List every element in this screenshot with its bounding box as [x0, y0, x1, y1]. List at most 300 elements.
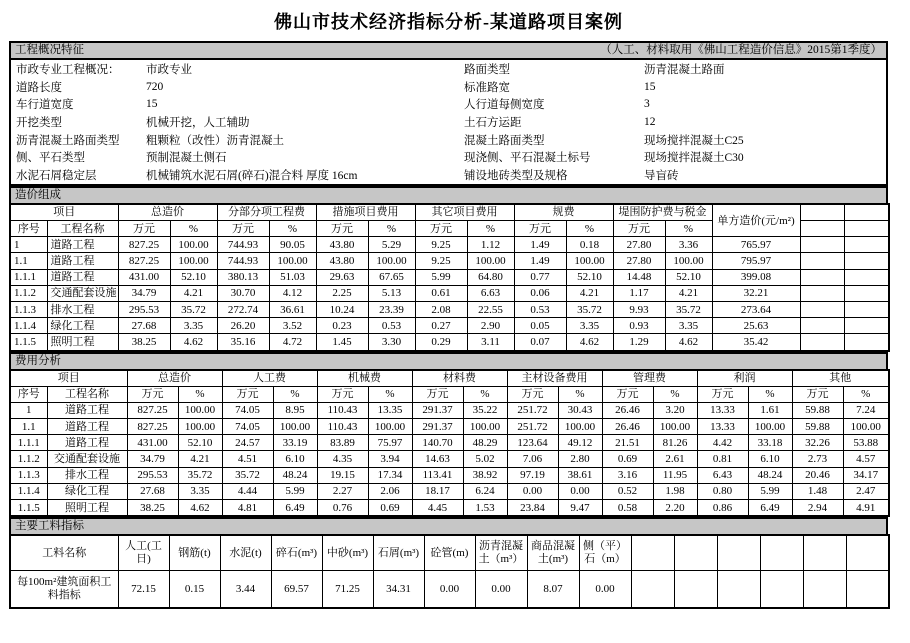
cell: 25.63 [712, 318, 800, 334]
cell: 4.21 [566, 285, 613, 301]
overview-value: 15 [644, 80, 656, 93]
overview-value: 现场搅拌混凝土C25 [644, 134, 744, 147]
cell: 2.25 [316, 285, 368, 301]
page-title: 佛山市技术经济指标分析-某道路项目案例 [274, 12, 623, 32]
cell [803, 571, 846, 609]
cell: 4.91 [843, 500, 889, 517]
cell: 49.12 [558, 435, 602, 451]
cell: 27.68 [127, 483, 178, 499]
cell: 0.69 [368, 500, 412, 517]
header-amount: 万元 [415, 221, 467, 237]
cell: 100.00 [843, 419, 889, 435]
cell: 36.61 [269, 301, 316, 317]
cell: 7.06 [507, 451, 558, 467]
table-row [10, 269, 889, 285]
cell: 38.61 [558, 467, 602, 483]
cell: 排水工程 [47, 301, 118, 317]
cell: 100.00 [273, 419, 317, 435]
header-name: 工程名称 [47, 386, 127, 402]
cell: 110.43 [317, 402, 368, 418]
cell: 30.70 [217, 285, 269, 301]
cell: 6.43 [697, 467, 748, 483]
cell [800, 253, 844, 269]
cell: 27.80 [613, 237, 665, 253]
header-empty [803, 535, 846, 571]
cell: 10.24 [316, 301, 368, 317]
header-amount: 万元 [222, 386, 273, 402]
cell: 827.25 [127, 419, 178, 435]
cell: 交通配套设施 [47, 451, 127, 467]
cell: 0.00 [558, 483, 602, 499]
cell [674, 571, 717, 609]
header-pct: % [566, 221, 613, 237]
cell: 11.95 [653, 467, 697, 483]
cell: 4.72 [269, 334, 316, 351]
cell: 100.00 [178, 419, 222, 435]
cell: 48.24 [748, 467, 792, 483]
table-row [10, 334, 889, 351]
cell: 1.1.2 [10, 451, 47, 467]
cell: 4.21 [665, 285, 712, 301]
cell: 1.1.3 [10, 467, 47, 483]
cell: 81.26 [653, 435, 697, 451]
cell: 1.29 [613, 334, 665, 351]
cell: 0.00 [475, 571, 527, 609]
cell: 0.77 [514, 269, 566, 285]
overview-value: 沥青混凝土路面 [644, 63, 725, 76]
cell: 67.65 [368, 269, 415, 285]
header-pct: % [665, 221, 712, 237]
cell: 399.08 [712, 269, 800, 285]
cell: 27.80 [613, 253, 665, 269]
cell: 1.45 [316, 334, 368, 351]
cell: 17.34 [368, 467, 412, 483]
header-dike-tax: 堤围防护费与税金 [613, 204, 712, 221]
cell: 2.61 [653, 451, 697, 467]
header-pct: % [843, 386, 889, 402]
header-pct: % [748, 386, 792, 402]
cell: 绿化工程 [47, 318, 118, 334]
cell: 827.25 [118, 237, 170, 253]
cell [846, 571, 889, 609]
cell: 4.42 [697, 435, 748, 451]
cell: 110.43 [317, 419, 368, 435]
header-empty [846, 535, 889, 571]
overview-value: 3 [644, 98, 650, 111]
cell: 4.57 [843, 451, 889, 467]
cell: 3.35 [170, 318, 217, 334]
cell: 0.86 [697, 500, 748, 517]
cell: 0.61 [415, 285, 467, 301]
cell: 2.80 [558, 451, 602, 467]
cell: 64.80 [467, 269, 514, 285]
materials-section-bar [9, 517, 888, 534]
cell [800, 285, 844, 301]
header-total-cost: 总造价 [127, 370, 222, 387]
cell [631, 571, 674, 609]
cost-analysis-header [10, 370, 889, 403]
overview-row [11, 166, 886, 184]
cell: 4.12 [269, 285, 316, 301]
cell: 33.19 [273, 435, 317, 451]
cell: 0.80 [697, 483, 748, 499]
cell: 每100m²建筑面积工料指标 [10, 571, 118, 609]
cell: 2.06 [368, 483, 412, 499]
cell: 52.10 [665, 269, 712, 285]
overview-note: （人工、材料取用《佛山工程造价信息》2015第1季度） [600, 44, 882, 56]
cell: 431.00 [127, 435, 178, 451]
cell: 35.72 [222, 467, 273, 483]
overview-value: 机械铺筑水泥石屑(碎石)混合料 厚度 16cm [146, 169, 358, 182]
table-row [10, 402, 889, 418]
cell: 排水工程 [47, 467, 127, 483]
header-measure-fee: 措施项目费用 [316, 204, 415, 221]
cell: 照明工程 [47, 500, 127, 517]
cell: 2.20 [653, 500, 697, 517]
overview-row [11, 148, 886, 166]
cell: 83.89 [317, 435, 368, 451]
cell: 0.58 [602, 500, 653, 517]
cell: 273.64 [712, 301, 800, 317]
cell: 291.37 [412, 419, 463, 435]
header-pct: % [269, 221, 316, 237]
cell: 48.29 [463, 435, 507, 451]
cell [800, 237, 844, 253]
cell: 1.1.4 [10, 483, 47, 499]
cell: 18.17 [412, 483, 463, 499]
cell: 5.99 [748, 483, 792, 499]
materials-header [10, 535, 889, 571]
cell: 1.49 [514, 237, 566, 253]
overview-label: 路面类型 [464, 63, 510, 76]
cell: 35.72 [170, 301, 217, 317]
table-row [10, 451, 889, 467]
cell [800, 301, 844, 317]
cell: 4.81 [222, 500, 273, 517]
overview-row [11, 78, 886, 96]
header-labor-fee: 人工费 [222, 370, 317, 387]
materials-body [10, 571, 889, 609]
cell: 5.02 [463, 451, 507, 467]
cell: 100.00 [170, 253, 217, 269]
cell: 34.79 [127, 451, 178, 467]
cell: 380.13 [217, 269, 269, 285]
cell: 1.17 [613, 285, 665, 301]
page [9, 0, 888, 609]
cell: 0.00 [424, 571, 475, 609]
cell: 26.46 [602, 402, 653, 418]
cell: 59.88 [792, 402, 843, 418]
cell: 251.72 [507, 419, 558, 435]
cost-composition-header [10, 204, 889, 237]
cell [800, 334, 844, 351]
cell: 2.94 [792, 500, 843, 517]
cell: 43.80 [316, 253, 368, 269]
cell: 6.24 [463, 483, 507, 499]
header-pct: % [467, 221, 514, 237]
cell: 3.16 [602, 467, 653, 483]
cell: 1.1.4 [10, 318, 47, 334]
cell: 道路工程 [47, 269, 118, 285]
overview-value: 12 [644, 115, 656, 128]
header-empty [844, 221, 889, 237]
cell: 100.00 [269, 253, 316, 269]
cell: 1.1.5 [10, 500, 47, 517]
cost-analysis-body [10, 402, 889, 516]
header-empty [844, 204, 889, 221]
overview-value: 15 [146, 98, 158, 111]
header-pct: % [273, 386, 317, 402]
header-subitem-fee: 分部分项工程费 [217, 204, 316, 221]
cell: 100.00 [558, 419, 602, 435]
cell: 9.25 [415, 237, 467, 253]
cell: 251.72 [507, 402, 558, 418]
cell: 4.62 [170, 334, 217, 351]
cell: 13.33 [697, 402, 748, 418]
cell: 26.46 [602, 419, 653, 435]
cell [844, 269, 889, 285]
cell: 1.61 [748, 402, 792, 418]
cell: 35.72 [178, 467, 222, 483]
cell: 4.35 [317, 451, 368, 467]
header-pct: % [558, 386, 602, 402]
header-amount: 万元 [127, 386, 178, 402]
cell: 0.27 [415, 318, 467, 334]
cell: 4.51 [222, 451, 273, 467]
cell: 2.27 [317, 483, 368, 499]
cell: 1.1.5 [10, 334, 47, 351]
cell: 71.25 [322, 571, 373, 609]
cell: 4.62 [566, 334, 613, 351]
cell: 3.35 [178, 483, 222, 499]
cell: 1.98 [653, 483, 697, 499]
cell: 52.10 [178, 435, 222, 451]
cell: 5.29 [368, 237, 415, 253]
cell: 0.29 [415, 334, 467, 351]
cell: 795.97 [712, 253, 800, 269]
cell: 3.94 [368, 451, 412, 467]
header-empty [631, 535, 674, 571]
cell: 4.62 [178, 500, 222, 517]
cell: 30.43 [558, 402, 602, 418]
cell: 14.63 [412, 451, 463, 467]
cell: 绿化工程 [47, 483, 127, 499]
cell [800, 269, 844, 285]
overview-value: 机械开挖，人工辅助 [146, 116, 250, 129]
cell: 6.49 [273, 500, 317, 517]
header-pct: % [653, 386, 697, 402]
cell: 3.35 [566, 318, 613, 334]
cost-composition-section-title: 造价组成 [15, 188, 61, 201]
cell: 53.88 [843, 435, 889, 451]
header-material-fee: 材料费 [412, 370, 507, 387]
cell: 100.00 [170, 237, 217, 253]
cell: 21.51 [602, 435, 653, 451]
cell: 100.00 [463, 419, 507, 435]
overview-label: 水泥石屑稳定层 [16, 169, 97, 182]
overview-label: 侧、平石类型 [16, 152, 85, 165]
cell: 0.53 [368, 318, 415, 334]
header-empty [800, 204, 844, 221]
cell: 9.47 [558, 500, 602, 517]
cell: 4.21 [178, 451, 222, 467]
cell: 52.10 [566, 269, 613, 285]
table-row [10, 467, 889, 483]
overview-label: 现浇侧、平石混凝土标号 [464, 152, 591, 165]
header-amount: 万元 [317, 386, 368, 402]
cell: 295.53 [118, 301, 170, 317]
header-empty [717, 535, 760, 571]
cell: 2.90 [467, 318, 514, 334]
cell: 51.03 [269, 269, 316, 285]
header-sand: 中砂(m³) [322, 535, 373, 571]
cell: 0.18 [566, 237, 613, 253]
cell: 7.24 [843, 402, 889, 418]
overview-row [11, 113, 886, 131]
cell: 3.30 [368, 334, 415, 351]
cell: 291.37 [412, 402, 463, 418]
cell: 1.12 [467, 237, 514, 253]
header-profit: 利润 [697, 370, 792, 387]
cell: 3.20 [653, 402, 697, 418]
cell: 24.57 [222, 435, 273, 451]
cell: 90.05 [269, 237, 316, 253]
header-empty [760, 535, 803, 571]
overview-value: 市政专业 [146, 63, 192, 76]
cell: 74.05 [222, 402, 273, 418]
table-row [10, 571, 889, 609]
section-cost-analysis [9, 352, 888, 518]
cost-composition-table [9, 203, 890, 352]
cell: 1.1.1 [10, 269, 47, 285]
header-amount: 万元 [316, 221, 368, 237]
table-row [10, 419, 889, 435]
overview-label: 土石方运距 [464, 116, 522, 129]
cell: 13.35 [368, 402, 412, 418]
cell: 1.1.2 [10, 285, 47, 301]
overview-row [11, 131, 886, 149]
cell: 35.72 [665, 301, 712, 317]
cell: 48.24 [273, 467, 317, 483]
overview-label: 开挖类型 [16, 116, 62, 129]
overview-label: 市政专业工程概况： [16, 63, 120, 76]
cell: 34.17 [843, 467, 889, 483]
cell: 100.00 [467, 253, 514, 269]
cell: 0.15 [169, 571, 220, 609]
cell [844, 301, 889, 317]
cell: 1 [10, 402, 47, 418]
header-rebar: 钢筋(t) [169, 535, 220, 571]
overview-row [11, 95, 886, 113]
cell: 0.00 [579, 571, 631, 609]
cell: 1 [10, 237, 47, 253]
cell: 道路工程 [47, 402, 127, 418]
overview-value: 粗颗粒（改性）沥青混凝土 [146, 134, 284, 147]
header-cement: 水泥(t) [220, 535, 271, 571]
cell [717, 571, 760, 609]
cell: 38.25 [118, 334, 170, 351]
overview-value: 导盲砖 [644, 169, 679, 182]
cell: 9.25 [415, 253, 467, 269]
header-pct: % [463, 386, 507, 402]
cell: 0.23 [316, 318, 368, 334]
cell: 0.52 [602, 483, 653, 499]
header-seq: 序号 [10, 386, 47, 402]
header-management-fee: 管理费 [602, 370, 697, 387]
cell: 6.49 [748, 500, 792, 517]
cell: 34.31 [373, 571, 424, 609]
header-others: 其他 [792, 370, 889, 387]
cell: 0.69 [602, 451, 653, 467]
header-amount: 万元 [412, 386, 463, 402]
header-empty [800, 221, 844, 237]
cell: 35.72 [566, 301, 613, 317]
cell: 33.18 [748, 435, 792, 451]
cost-analysis-section-title: 费用分析 [15, 354, 61, 367]
section-cost-composition [9, 186, 888, 352]
materials-table [9, 534, 890, 609]
overview-box [9, 58, 888, 186]
cell: 0.53 [514, 301, 566, 317]
cell: 35.16 [217, 334, 269, 351]
cell: 23.84 [507, 500, 558, 517]
cell [844, 253, 889, 269]
cell: 3.36 [665, 237, 712, 253]
header-unit-cost: 单方造价(元/m²) [712, 204, 800, 237]
cell: 744.93 [217, 253, 269, 269]
table-row [10, 237, 889, 253]
table-row [10, 500, 889, 517]
cell: 272.74 [217, 301, 269, 317]
cell: 8.95 [273, 402, 317, 418]
cell: 59.88 [792, 419, 843, 435]
header-empty [674, 535, 717, 571]
cell: 34.79 [118, 285, 170, 301]
cell: 4.45 [412, 500, 463, 517]
table-row [10, 318, 889, 334]
header-name: 工程名称 [47, 221, 118, 237]
cell: 8.07 [527, 571, 579, 609]
cell: 97.19 [507, 467, 558, 483]
cell: 52.10 [170, 269, 217, 285]
cell: 43.80 [316, 237, 368, 253]
cell: 5.99 [415, 269, 467, 285]
overview-value: 720 [146, 80, 164, 93]
header-pct: % [170, 221, 217, 237]
cell: 32.26 [792, 435, 843, 451]
cell [844, 318, 889, 334]
cell: 74.05 [222, 419, 273, 435]
header-curb-stone: 侧（平）石（m） [579, 535, 631, 571]
cost-composition-body [10, 237, 889, 351]
cell: 100.00 [665, 253, 712, 269]
cell: 9.93 [613, 301, 665, 317]
header-project: 项目 [10, 370, 127, 387]
cell [844, 334, 889, 351]
overview-row [11, 60, 886, 78]
cell [760, 571, 803, 609]
overview-label: 铺设地砖类型及规格 [464, 169, 568, 182]
cell: 0.76 [317, 500, 368, 517]
header-pct: % [368, 221, 415, 237]
cell: 14.48 [613, 269, 665, 285]
cell: 827.25 [118, 253, 170, 269]
cell: 3.35 [665, 318, 712, 334]
cell: 100.00 [178, 402, 222, 418]
header-project: 项目 [10, 204, 118, 221]
header-machine-fee: 机械费 [317, 370, 412, 387]
header-amount: 万元 [602, 386, 653, 402]
